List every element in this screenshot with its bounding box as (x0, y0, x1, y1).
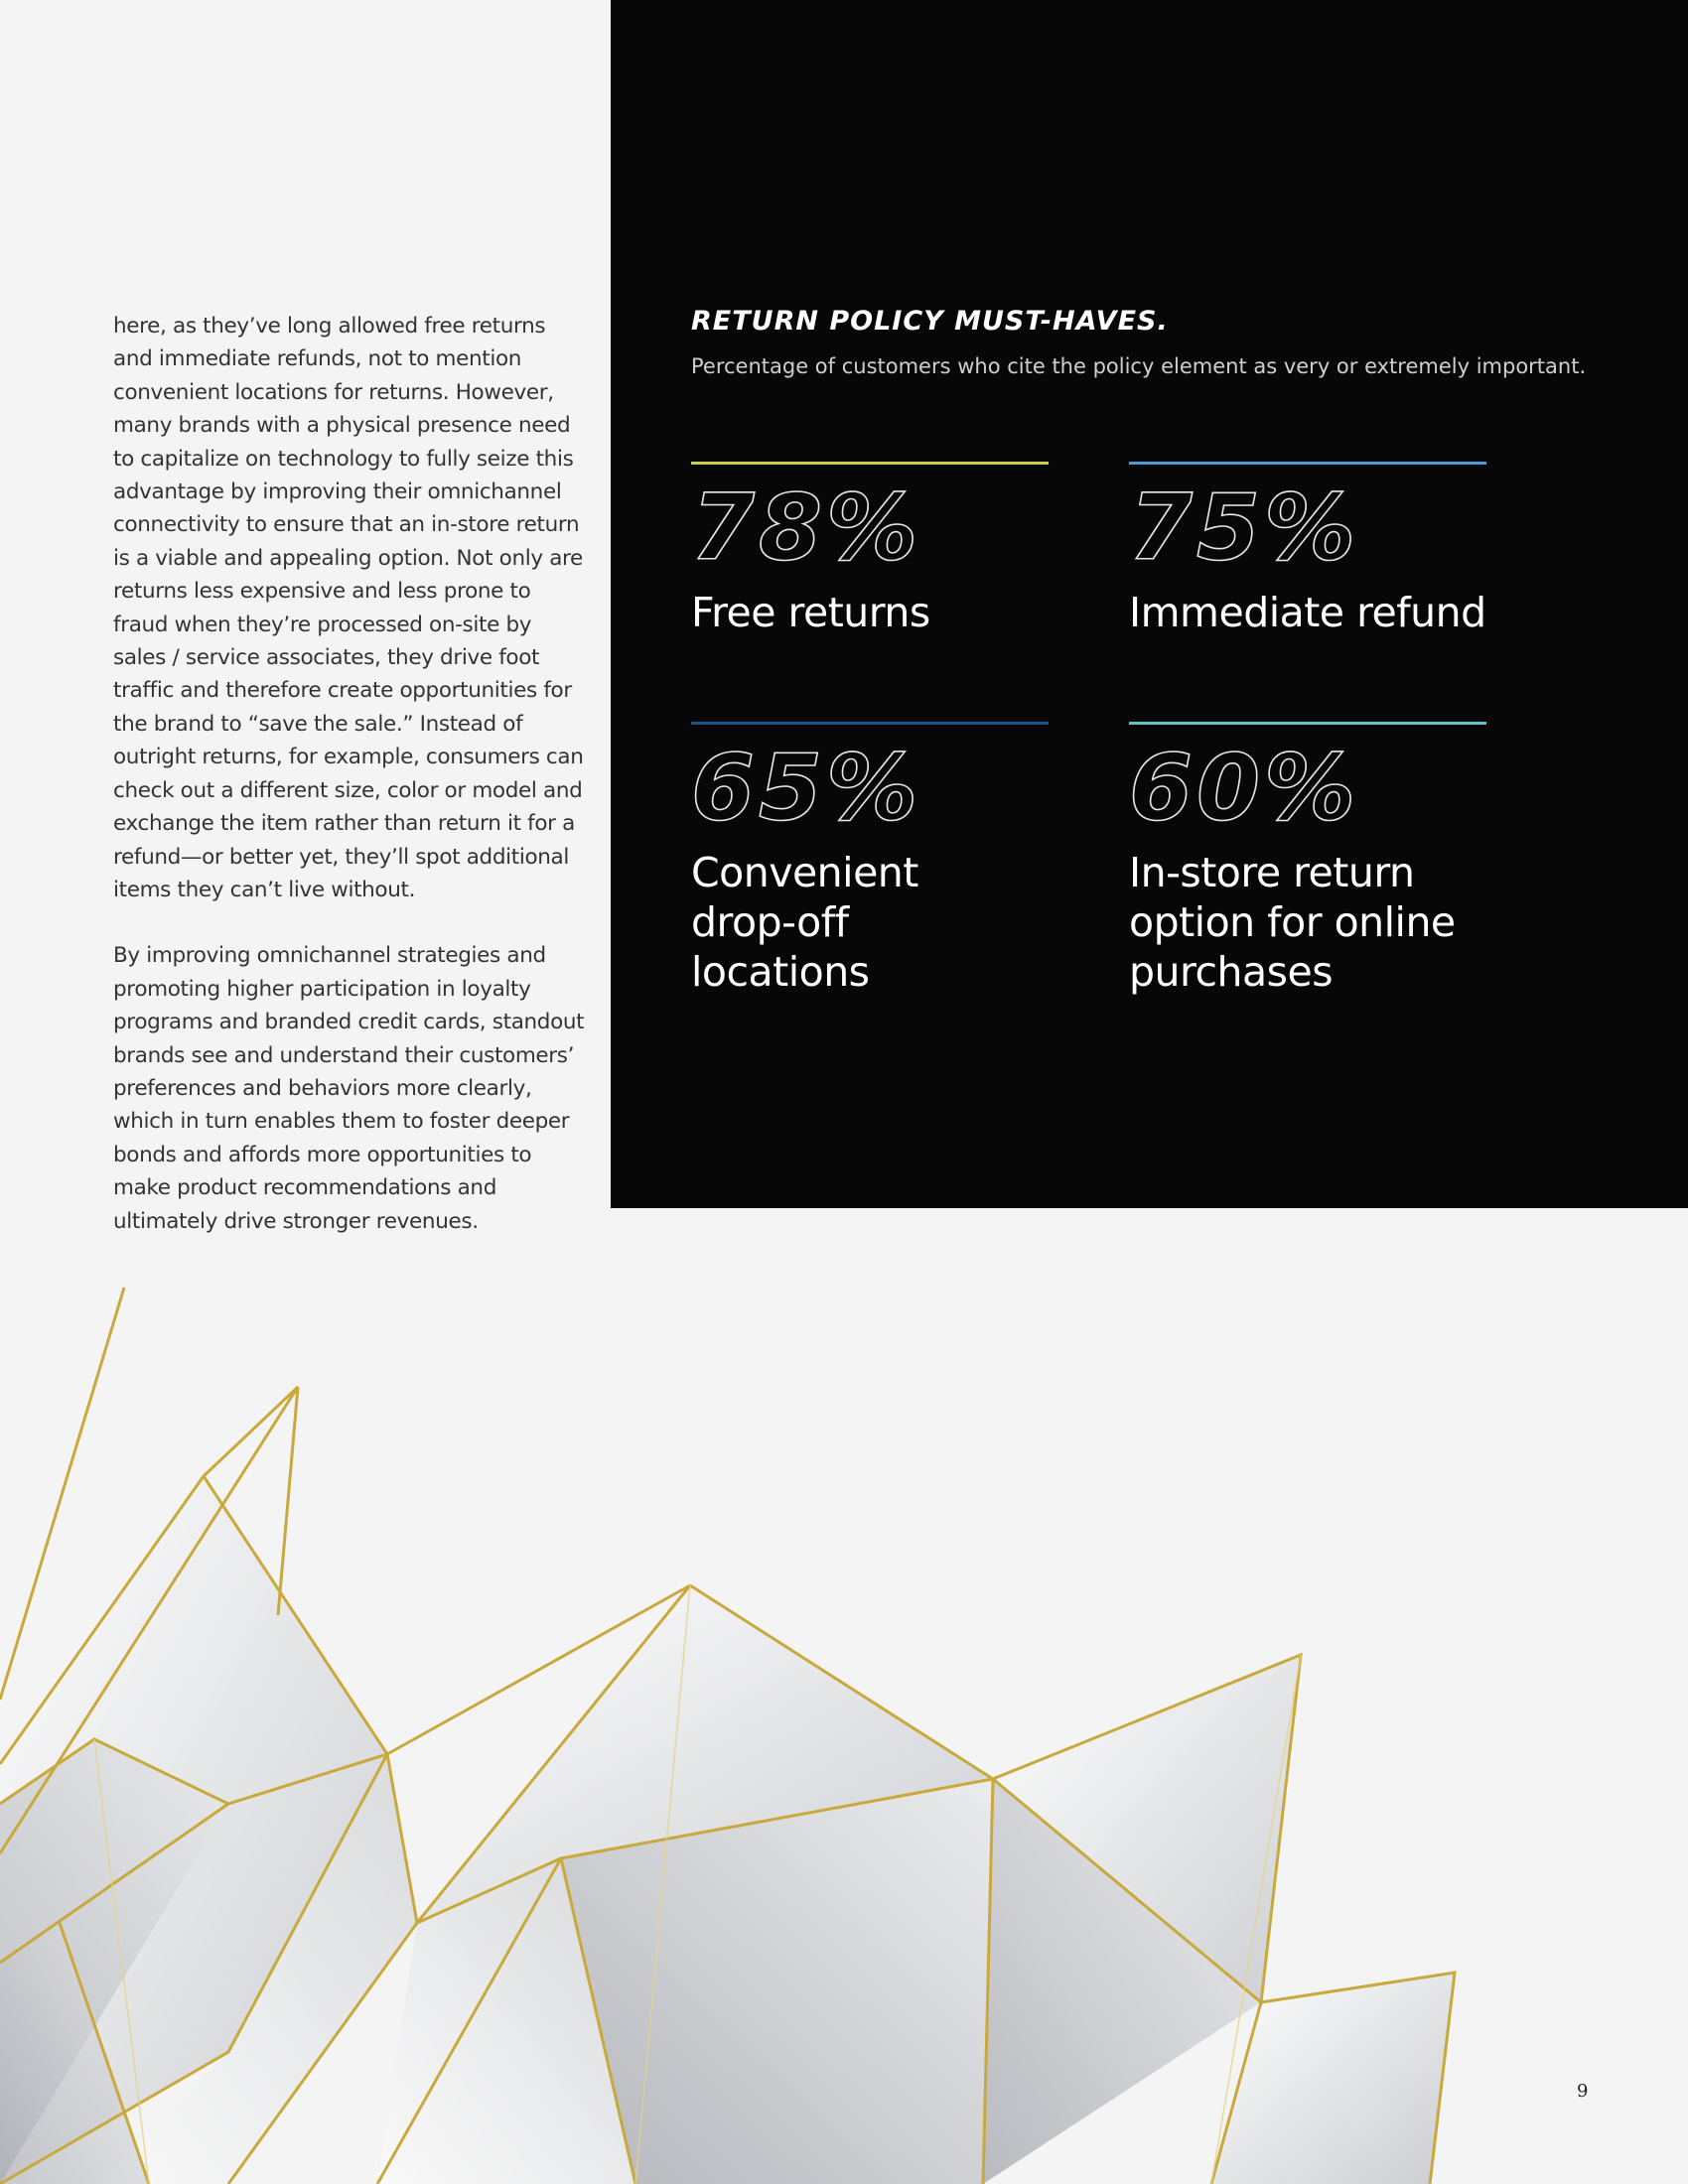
return-policy-panel (611, 0, 1688, 1208)
stat-label: Free returns (691, 589, 930, 636)
stat-label: Immediate refund (1129, 589, 1486, 636)
stat-value: 60% (1129, 735, 1360, 841)
stat-value: 75% (1129, 475, 1360, 581)
body-text-column (113, 310, 585, 1271)
stat-convenient-dropoff (691, 722, 1049, 997)
crystal-facets (0, 1476, 1455, 2184)
stat-value: 65% (691, 735, 922, 841)
stat-label: Convenient drop-off locations (691, 849, 918, 996)
stat-immediate-refund (1129, 462, 1486, 637)
body-paragraph-1: here, as they’ve long allowed free returns and immediate refunds, not to mention convenient locations for returns. However, many brands with a physical presence need to capitalize on technology to fully seize this advantage by improving their omnichannel connectivity to ensure that an in-store return is a viable and appealing option. Not only are returns less expensive and less prone to fraud when they’re processed on-site by sales / service associates, they drive foot traffic and therefore create opportunities for the brand to “save the sale.” Instead of outright returns, for example, consumers can check out a different size, color or model and exchange the item rather than return it for a refund—or better yet, they’ll spot additional items they can’t live without. (113, 314, 584, 902)
stat-rule (691, 462, 1049, 465)
stat-rule (1129, 722, 1486, 725)
panel-title: RETURN POLICY MUST-HAVES. (691, 306, 1169, 337)
stat-free-returns (691, 462, 1049, 637)
stat-rule (1129, 462, 1486, 465)
stat-value: 78% (691, 475, 922, 581)
page-number: 9 (1577, 2081, 1589, 2102)
stat-label: In-store return option for online purchases (1129, 849, 1456, 996)
stat-in-store-return (1129, 722, 1486, 997)
panel-subtitle: Percentage of customers who cite the policy element as very or extremely important. (691, 354, 1587, 378)
crystal-geometry-illustration (0, 1208, 1688, 2184)
body-paragraph-2: By improving omnichannel strategies and promoting higher participation in loyalty programs and branded credit cards, standout brands see and understand their customers’ preferences and behaviors more clearly, which in turn enables them to foster deeper bonds and affords more opportunities to make product recommendations and ultimately drive stronger revenues. (113, 943, 585, 1234)
stat-rule (691, 722, 1049, 725)
